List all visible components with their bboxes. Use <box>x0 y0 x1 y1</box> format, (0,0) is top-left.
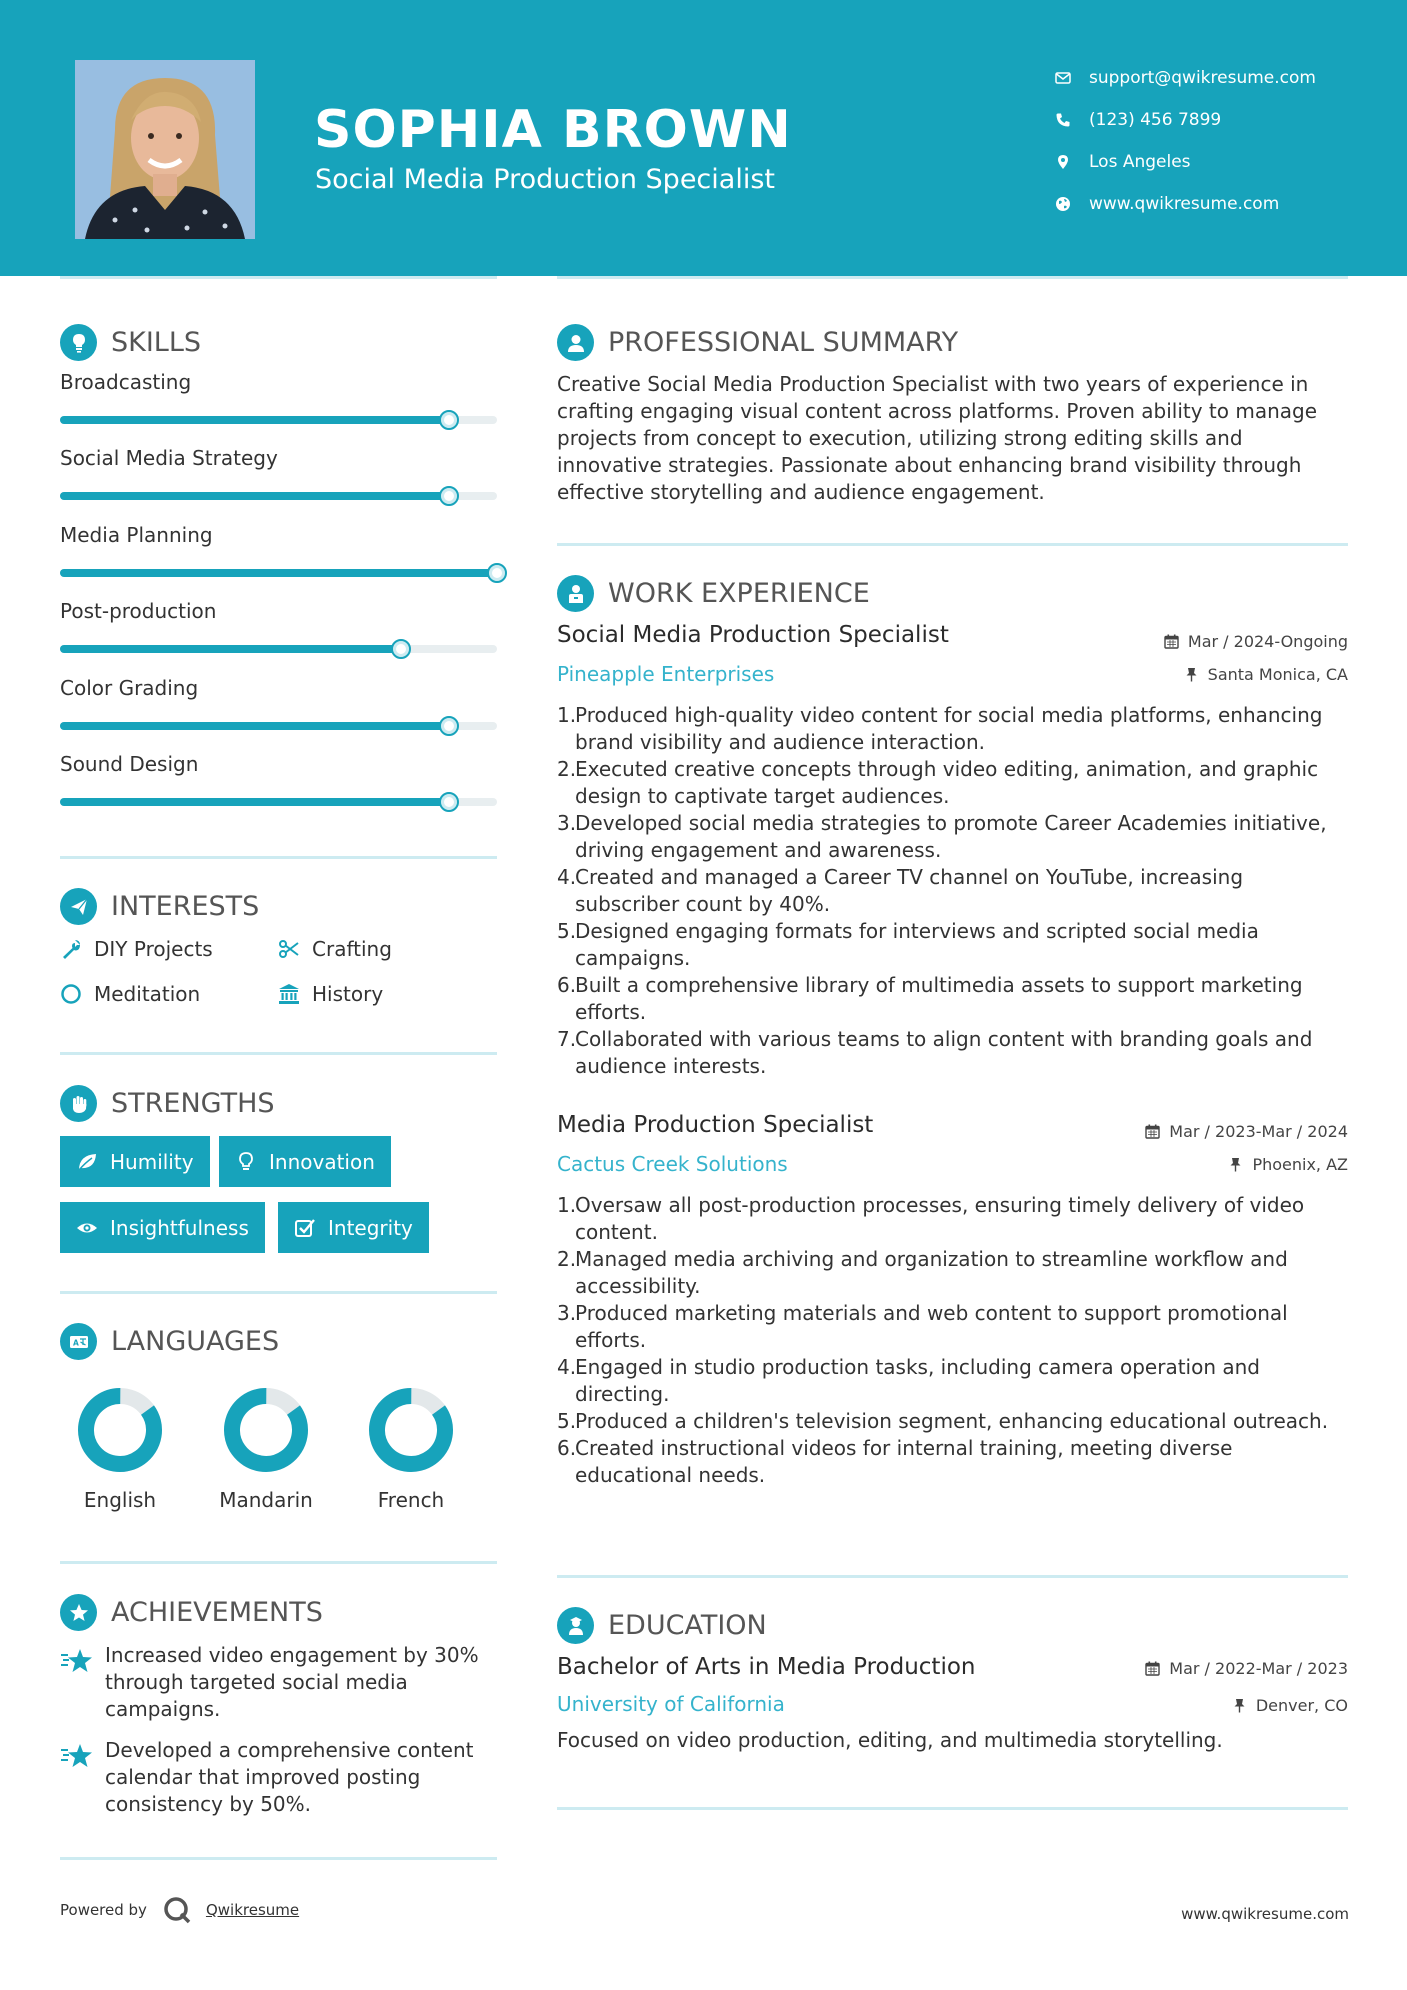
job-bullet-text: Developed social media strategies to promote Career Academies initiative, driving engagement and awareness. <box>575 811 1327 862</box>
qwikresume-logo-icon <box>162 1895 192 1925</box>
achievements-heading <box>60 1594 323 1631</box>
job-bullet-text: Produced marketing materials and web content to support promotional efforts. <box>575 1301 1288 1352</box>
job-bullet: 6. Built a comprehensive library of multimedia assets to support marketing efforts. <box>557 973 1303 1024</box>
star-icon <box>60 1743 94 1769</box>
languages-heading <box>60 1323 279 1360</box>
language-donut <box>72 1382 168 1478</box>
candidate-name: SOPHIA BROWN <box>314 100 792 160</box>
strength-badge <box>278 1202 429 1253</box>
graduate-icon <box>565 1615 587 1637</box>
language-donut <box>218 1382 314 1478</box>
checkbox-icon <box>294 1217 316 1239</box>
wrench-icon <box>60 938 82 960</box>
job-date-text: Mar / 2023-Mar / 2024 <box>1169 1122 1348 1141</box>
strength-label: Innovation <box>269 1149 375 1174</box>
strength-badge <box>60 1202 265 1253</box>
job-bullet: 1. Produced high-quality video content for social media platforms, enhancing brand visibility and audience interaction. <box>557 703 1323 754</box>
skills-list <box>60 370 500 828</box>
donut-fill <box>73 1383 168 1478</box>
skills-heading <box>60 324 201 361</box>
skill-item <box>60 523 500 599</box>
skill-bar-fill <box>60 416 449 424</box>
job-bullet: 2. Managed media archiving and organization to streamline workflow and accessibility. <box>557 1247 1288 1298</box>
location-icon <box>1055 154 1071 170</box>
education-description: Focused on video production, editing, and multimedia storytelling. <box>557 1728 1223 1752</box>
section-divider <box>557 543 1348 546</box>
job-bullets <box>557 1192 1352 1489</box>
interest-item <box>278 937 392 961</box>
circle-icon <box>60 983 82 1005</box>
education-date <box>1145 1659 1348 1678</box>
language-donut <box>363 1382 459 1478</box>
education-degree: Bachelor of Arts in Media Production <box>557 1654 976 1680</box>
donut-fill <box>364 1383 459 1478</box>
language-icon <box>68 1331 90 1353</box>
job-date <box>1145 1122 1348 1141</box>
section-divider <box>60 1857 497 1860</box>
achievements-title: ACHIEVEMENTS <box>111 1597 323 1628</box>
interests-title: INTERESTS <box>111 891 260 922</box>
skill-bar-knob <box>487 563 507 583</box>
job-bullet: 1. Oversaw all post-production processes, ensuring timely delivery of video content. <box>557 1193 1305 1244</box>
scissors-icon <box>278 938 300 960</box>
job-location <box>1228 1155 1348 1174</box>
skill-name: Broadcasting <box>60 370 192 394</box>
interest-label: History <box>312 982 384 1006</box>
strengths-heading <box>60 1085 275 1122</box>
footer-website[interactable]: www.qwikresume.com <box>1181 1905 1349 1923</box>
job-bullet: 4. Created and managed a Career TV channel on YouTube, increasing subscriber count by 40%. <box>557 865 1244 916</box>
briefcase-user-icon <box>565 583 587 605</box>
contact-list <box>1055 57 1385 225</box>
skill-name: Social Media Strategy <box>60 446 278 471</box>
job-bullet-text: Executed creative concepts through video editing, animation, and graphic design to captivate target audiences. <box>575 757 1319 808</box>
contact-email[interactable] <box>1055 57 1385 99</box>
job-bullet-text: Engaged in studio production tasks, including camera operation and directing. <box>575 1355 1260 1406</box>
skill-name: Color Grading <box>60 675 199 700</box>
calendar-icon <box>1164 634 1179 649</box>
strength-label: Humility <box>110 1149 194 1174</box>
language-name: Mandarin <box>219 1488 313 1512</box>
job-bullet-text: Produced high-quality video content for social media platforms, enhancing brand visibility and audience interaction. <box>575 703 1323 754</box>
powered-by-text: Powered by <box>60 1901 147 1919</box>
job-bullet-text: Produced a children's television segment, enhancing educational outreach. <box>575 1409 1329 1433</box>
job-title: Media Production Specialist <box>557 1112 874 1138</box>
contact-email-text: support@qwikresume.com <box>1089 68 1316 88</box>
calendar-icon <box>1145 1661 1160 1676</box>
skill-item <box>60 676 500 752</box>
achievement-item <box>60 1737 505 1818</box>
profile-photo-image <box>75 60 255 239</box>
skill-bar-track <box>60 492 497 500</box>
header-divider-left <box>60 276 497 279</box>
summary-text: Creative Social Media Production Specialist with two years of experience in crafting engaging visual content across platforms. Proven ability to manage projects from concept to execution, utilizing strong editing skills and innovative strategies. Passionate about enhancing brand visibility through effective storytelling and audience engagement. <box>557 372 1318 504</box>
summary-title: PROFESSIONAL SUMMARY <box>608 327 959 358</box>
job-bullet-text: Oversaw all post-production processes, ensuring timely delivery of video content. <box>575 1193 1305 1244</box>
interest-label: Meditation <box>94 982 201 1006</box>
contact-website-text: www.qwikresume.com <box>1089 194 1280 214</box>
job-location-text: Santa Monica, CA <box>1207 665 1348 684</box>
strength-badge <box>60 1136 210 1187</box>
language-name: English <box>83 1488 157 1512</box>
interests-heading <box>60 888 259 925</box>
calendar-icon <box>1145 1124 1160 1139</box>
language-item <box>351 1382 471 1512</box>
profile-photo <box>75 60 255 239</box>
phone-icon <box>1055 112 1071 128</box>
skill-bar-fill <box>60 722 449 730</box>
skill-bar-track <box>60 569 497 577</box>
skill-bar-knob <box>439 716 459 736</box>
skill-bar-knob <box>439 486 459 506</box>
interest-item <box>60 937 213 961</box>
education-date-text: Mar / 2022-Mar / 2023 <box>1169 1659 1348 1678</box>
donut-fill <box>219 1383 314 1478</box>
job-bullet: 3. Developed social media strategies to promote Career Academies initiative, driving engagement and awareness. <box>557 811 1327 862</box>
candidate-role: Social Media Production Specialist <box>315 164 775 195</box>
contact-phone[interactable] <box>1055 99 1385 141</box>
skill-bar-fill <box>60 492 449 500</box>
skill-item <box>60 752 500 828</box>
job-bullet-text: Created instructional videos for internal training, meeting diverse educational needs. <box>575 1436 1233 1487</box>
skill-bar-track <box>60 798 497 806</box>
contact-website[interactable] <box>1055 183 1385 225</box>
job-location <box>1184 665 1348 684</box>
job-company: Cactus Creek Solutions <box>557 1152 788 1176</box>
job-bullet-text: Built a comprehensive library of multimedia assets to support marketing efforts. <box>575 973 1303 1024</box>
job-bullet: 6. Created instructional videos for internal training, meeting diverse educational needs. <box>557 1436 1233 1487</box>
achievement-text: Increased video engagement by 30% through targeted social media campaigns. <box>105 1643 479 1721</box>
skill-bar-track <box>60 722 497 730</box>
skill-item <box>60 370 500 446</box>
pin-icon <box>1228 1157 1243 1172</box>
interest-item <box>60 982 200 1006</box>
job-bullet-text: Created and managed a Career TV channel on YouTube, increasing subscriber count by 40%. <box>575 865 1244 916</box>
skill-bar-knob <box>391 639 411 659</box>
language-name: French <box>377 1488 445 1512</box>
section-divider <box>60 1291 497 1294</box>
footer-powered-by <box>60 1895 299 1925</box>
job-bullet: 2. Executed creative concepts through video editing, animation, and graphic design to captivate target audiences. <box>557 757 1319 808</box>
job-bullet: 3. Produced marketing materials and web content to support promotional efforts. <box>557 1301 1288 1352</box>
qwikresume-link[interactable]: Qwikresume <box>205 1901 300 1919</box>
skill-bar-knob <box>439 410 459 430</box>
contact-location-text: Los Angeles <box>1089 152 1191 172</box>
email-icon <box>1055 70 1071 86</box>
job-bullet-text: Managed media archiving and organization to streamline workflow and accessibility. <box>575 1247 1288 1298</box>
skill-bar-track <box>60 416 497 424</box>
strength-badge <box>219 1136 391 1187</box>
svg-text:A: A <box>72 1338 79 1347</box>
education-location <box>1232 1696 1348 1715</box>
skill-bar-fill <box>60 798 449 806</box>
contact-phone-text: (123) 456 7899 <box>1089 110 1222 130</box>
section-divider <box>557 1575 1348 1578</box>
eye-icon <box>76 1217 98 1239</box>
skill-name: Post-production <box>60 599 217 624</box>
header-divider-right <box>557 276 1348 279</box>
job-bullet: 7. Collaborated with various teams to align content with branding goals and audience interests. <box>557 1027 1313 1078</box>
skill-item <box>60 599 500 675</box>
skill-bar-fill <box>60 569 497 577</box>
achievement-item <box>60 1642 505 1723</box>
job-bullet: 5. Produced a children's television segment, enhancing educational outreach. <box>557 1409 1329 1433</box>
job-bullet: 5. Designed engaging formats for interviews and scripted social media campaigns. <box>557 919 1259 970</box>
globe-icon <box>1055 196 1071 212</box>
job-bullet: 4. Engaged in studio production tasks, including camera operation and directing. <box>557 1355 1260 1406</box>
job-company: Pineapple Enterprises <box>557 662 775 686</box>
education-location-text: Denver, CO <box>1255 1696 1348 1715</box>
skill-name: Sound Design <box>60 751 199 776</box>
interest-item <box>278 982 383 1006</box>
job-bullet-text: Collaborated with various teams to align content with branding goals and audience interests. <box>575 1027 1313 1078</box>
skill-bar-knob <box>439 792 459 812</box>
job-date-text: Mar / 2024-Ongoing <box>1187 632 1348 651</box>
achievement-text: Developed a comprehensive content calendar that improved posting consistency by 50%. <box>105 1738 474 1816</box>
section-divider <box>60 856 497 859</box>
languages-title: LANGUAGES <box>111 1326 280 1357</box>
job-bullets <box>557 702 1352 1080</box>
pin-icon <box>1232 1698 1247 1713</box>
education-heading <box>557 1607 767 1644</box>
interest-label: DIY Projects <box>94 937 213 961</box>
skill-bar-fill <box>60 645 401 653</box>
paper-plane-icon <box>68 896 90 918</box>
star-badge-icon <box>68 1602 90 1624</box>
experience-heading <box>557 575 870 612</box>
job-bullet-text: Designed engaging formats for interviews and scripted social media campaigns. <box>575 919 1259 970</box>
section-divider <box>60 1052 497 1055</box>
experience-title: WORK EXPERIENCE <box>608 578 870 609</box>
user-icon <box>565 332 587 354</box>
lightbulb-icon <box>235 1151 257 1173</box>
hand-icon <box>68 1093 90 1115</box>
education-title: EDUCATION <box>608 1610 767 1641</box>
strength-label: Integrity <box>328 1215 413 1240</box>
museum-icon <box>278 983 300 1005</box>
contact-location <box>1055 141 1385 183</box>
pin-icon <box>1184 667 1199 682</box>
header-banner <box>0 0 1407 276</box>
job-location-text: Phoenix, AZ <box>1252 1155 1348 1174</box>
job-date <box>1164 632 1348 651</box>
leaf-icon <box>76 1151 98 1173</box>
star-icon <box>60 1648 94 1674</box>
skills-title: SKILLS <box>111 327 202 358</box>
skill-name: Media Planning <box>60 522 213 547</box>
summary-heading <box>557 324 958 361</box>
language-item <box>206 1382 326 1512</box>
skill-bar-track <box>60 645 497 653</box>
education-school: University of California <box>557 1692 785 1716</box>
section-divider <box>60 1561 497 1564</box>
section-divider <box>557 1807 1348 1810</box>
interest-label: Crafting <box>312 937 392 961</box>
language-item <box>60 1382 180 1512</box>
strengths-title: STRENGTHS <box>111 1088 275 1119</box>
skill-item <box>60 446 500 522</box>
strength-label: Insightfulness <box>110 1215 249 1240</box>
lightbulb-icon <box>68 332 90 354</box>
job-title: Social Media Production Specialist <box>557 622 949 648</box>
